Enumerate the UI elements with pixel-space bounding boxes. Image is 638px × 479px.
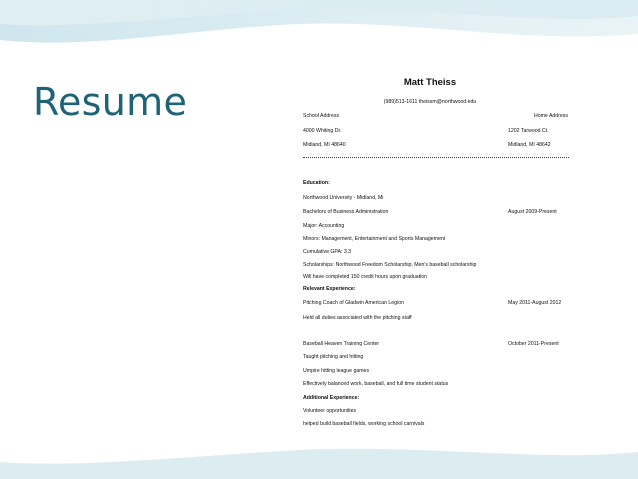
home-street: 1202 Tarwood Ct. bbox=[508, 128, 549, 134]
home-address-label: Home Address bbox=[533, 113, 568, 119]
additional-line: Volunteer opportunities bbox=[303, 408, 357, 414]
school-street: 4000 Whiting Dr. bbox=[303, 128, 342, 134]
additional-line: helped build baseball fields, working school carnivals bbox=[303, 421, 425, 427]
additional-experience-heading: Additional Experience: bbox=[303, 395, 360, 401]
relevant-job-dates: October 2011-Present bbox=[508, 341, 559, 347]
home-city: Midland, MI 48642 bbox=[508, 142, 551, 148]
education-line: Will have completed 150 credit hours upon graduation bbox=[303, 274, 427, 280]
relevant-experience-heading: Relevant Experience: bbox=[303, 286, 356, 292]
resume-name: Matt Theiss bbox=[403, 77, 457, 88]
relevant-job-description: Effectively balanced work, baseball, and full time student status bbox=[303, 381, 449, 387]
resume-contact: (989)513-1611 theissm@northwood.edu bbox=[383, 99, 477, 105]
education-line: Minors: Management, Entertainment and Sports Management bbox=[303, 236, 446, 242]
education-line: Scholarships: Northwood Freedom Scholarship, Men's baseball scholarship bbox=[303, 262, 477, 268]
education-line: Cumulative GPA: 3.3 bbox=[303, 249, 352, 255]
education-line: Bachelors of Business Administration bbox=[303, 209, 389, 215]
school-city: Midland, MI 48640 bbox=[303, 142, 346, 148]
section-divider bbox=[303, 157, 569, 158]
slide-title: Resume bbox=[33, 80, 188, 124]
education-heading: Education: bbox=[303, 180, 330, 186]
relevant-job-title: Baseball Heaven Training Center bbox=[303, 341, 380, 347]
school-address-label: School Address bbox=[303, 113, 340, 119]
education-line: Northwood University - Midland, Mi bbox=[303, 195, 384, 201]
relevant-job-dates: May 2011-August 2012 bbox=[508, 300, 562, 306]
relevant-job-description: Umpire hitting league games bbox=[303, 368, 370, 374]
education-line: Major: Accounting bbox=[303, 223, 345, 229]
education-dates: August 2009-Present bbox=[508, 209, 557, 215]
relevant-job-description: Taught pitching and hitting bbox=[303, 354, 364, 360]
relevant-job-title: Pitching Coach of Gladwin American Legion bbox=[303, 300, 404, 306]
relevant-job-description: Held all duties associated with the pitching staff bbox=[303, 315, 412, 321]
